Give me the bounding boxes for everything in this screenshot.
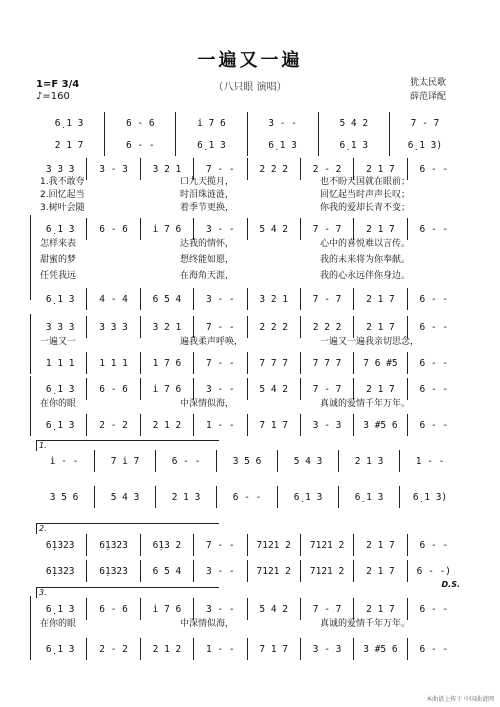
measure: 6 - -: [419, 419, 449, 431]
measure: 6̣ 1 3: [34, 638, 87, 660]
lyric-phrase: 在你的眼: [40, 619, 77, 629]
measure: 7 7 7: [301, 352, 354, 374]
measure: 2 1 7: [354, 598, 407, 620]
measure: 3 - -: [194, 378, 247, 400]
lyric-phrase: 心中的喜悦难以言传。: [320, 239, 411, 249]
score-line: [34, 486, 460, 508]
measure: 3 - 3: [301, 638, 354, 660]
score-line: [34, 134, 460, 156]
measure: 2 1 7: [354, 534, 407, 556]
lyric-phrase: 3.树叶会随: [40, 203, 85, 213]
lyric-phrase: 时泪珠涟涟，: [180, 190, 235, 200]
lyric-line: [40, 200, 460, 213]
lyric-line: [40, 236, 460, 249]
measure: 6̣1323: [87, 534, 140, 556]
composer-credit: 犹太民歌: [409, 78, 446, 88]
measure: 7 - 7: [301, 218, 354, 240]
measure: 3 2 1: [141, 316, 194, 338]
measure: 6 - -: [419, 383, 449, 395]
lyric-phrase: 1.我不敢夸: [40, 177, 85, 187]
measure: 3 3 3: [87, 316, 140, 338]
measure: 2 1 2: [141, 638, 194, 660]
lyric-phrase: 回忆起当时声声长叹；: [320, 190, 411, 200]
measure: 6 - 6: [87, 598, 140, 620]
measure: 2 2 2: [301, 316, 354, 338]
measure: 6 5 4: [141, 288, 194, 310]
measure: 2 - 2: [301, 158, 354, 180]
measure: 2 1 7: [354, 316, 407, 338]
lyric-line: [40, 334, 460, 347]
measure: 6 - -: [156, 450, 217, 472]
measure: 3 5 6: [34, 486, 95, 508]
measure: 6̣ 1 3: [176, 134, 247, 156]
measure: 3 #5 6: [354, 638, 407, 660]
lyric-phrase: 在你的眼: [40, 399, 77, 409]
measure: 3 - 3: [301, 414, 354, 436]
measure: 7 1 7: [248, 414, 301, 436]
measure: 6̣ 1 3: [34, 378, 87, 400]
lyric-line: [40, 396, 460, 409]
measure: 7 - 7: [301, 378, 354, 400]
measure: 2 1 3: [156, 486, 217, 508]
measure: i 7 6: [141, 598, 194, 620]
ds-marking: D.S.: [441, 580, 460, 589]
score-line: [34, 534, 460, 556]
measure: 6̣ 1 3): [412, 491, 448, 503]
measure: 2 1 7: [354, 378, 407, 400]
measure: i 7 6: [141, 218, 194, 240]
lyric-phrase: 遍我柔声呼唤，: [180, 337, 244, 347]
performer-subtitle: （八只眼 演唱）: [213, 82, 287, 93]
measure: 6 - -: [419, 321, 449, 333]
measure: 6̣ 1 3: [339, 486, 400, 508]
measure: 2 2 2: [248, 316, 301, 338]
measure: 6̣ 1 3: [34, 288, 87, 310]
lyric-phrase: 真诚的爱情千年万年。: [320, 399, 411, 409]
volta-ending: 2.: [36, 523, 219, 534]
measure: 7 - -: [194, 316, 247, 338]
measure: i 7 6: [141, 378, 194, 400]
measure: 3 - -: [194, 598, 247, 620]
lyric-phrase: 口九天揽月，: [180, 177, 235, 187]
measure: 7121 2: [248, 560, 301, 582]
measure: 2 1 7: [354, 158, 407, 180]
measure: 6 - -: [105, 134, 176, 156]
measure: i 7 6: [176, 112, 247, 134]
measure: 1 1 1: [34, 352, 87, 374]
measure: 6̣1323: [34, 560, 87, 582]
measure: 2 - 2: [87, 414, 140, 436]
measure: 2 - 2: [87, 638, 140, 660]
measure: 6̣13 2: [141, 534, 194, 556]
measure: 3 2 1: [248, 288, 301, 310]
measure: 1 - -: [194, 638, 247, 660]
lyric-phrase: 在海角天涯，: [180, 271, 235, 281]
measure: 6 - 6: [105, 112, 176, 134]
measure: 2 1 7: [354, 560, 407, 582]
measure: i - -: [34, 450, 95, 472]
measure: 5 4 2: [319, 112, 390, 134]
key-signature: 1=F 3/4: [36, 79, 80, 90]
measure: 7 - 7: [301, 288, 354, 310]
measure: 5 4 2: [248, 218, 301, 240]
lyric-phrase: 任凭我远: [40, 271, 77, 281]
lyric-phrase: 一遍又一: [40, 337, 77, 347]
lyric-phrase: 2.回忆起当: [40, 190, 85, 200]
measure: 6 5 4: [141, 560, 194, 582]
measure: 7121 2: [301, 534, 354, 556]
lyric-phrase: 也不盼天国就在眼前；: [320, 177, 411, 187]
measure: 7 - -: [194, 534, 247, 556]
measure: 7 i 7: [95, 450, 156, 472]
measure: 6 - -: [419, 643, 449, 655]
system-bracket: [30, 376, 35, 436]
measure: 6̣ 1 3: [248, 134, 319, 156]
lyric-phrase: 中深情似海，: [180, 399, 235, 409]
lyric-line: [40, 174, 460, 187]
measure: 6 - -: [419, 163, 449, 175]
measure: 5 4 2: [248, 378, 301, 400]
measure: 7 - -: [194, 352, 247, 374]
lyric-phrase: 你我的爱却长青不变；: [320, 203, 411, 213]
lyric-line: [40, 252, 460, 265]
measure: 3 - 3: [87, 158, 140, 180]
credits: [410, 76, 446, 104]
measure: 3 - -: [194, 218, 247, 240]
measure: 7 7 7: [248, 352, 301, 374]
translator-credit: 薛范译配: [409, 92, 446, 102]
measure: 6̣ 1 3: [319, 134, 390, 156]
measure: 6̣ 1 3: [34, 218, 87, 240]
measure: 6 - 6: [87, 218, 140, 240]
measure: 1 - -: [415, 455, 445, 467]
lyric-line: [40, 268, 460, 281]
measure: 2 1 7: [354, 288, 407, 310]
measure: 3 2 1: [141, 158, 194, 180]
measure: 3 5 6: [217, 450, 278, 472]
measure: 2 1 7: [354, 218, 407, 240]
lyric-phrase: 中深情似海，: [180, 619, 235, 629]
measure: 6̣ 1 3): [407, 139, 443, 151]
lyric-phrase: 着季节更换，: [180, 203, 235, 213]
lyric-line: [40, 187, 460, 200]
footer-watermark: 本曲谱上传于 中国曲谱网: [426, 696, 494, 703]
tempo-marking: ♪=160: [36, 91, 70, 102]
measure: 2 1 3: [339, 450, 400, 472]
song-title: 一遍又一遍: [197, 50, 303, 71]
measure: 6 - -): [416, 565, 451, 577]
measure: 6 - 6: [87, 378, 140, 400]
measure: 3 #5 6: [354, 414, 407, 436]
measure: 2 1 2: [141, 414, 194, 436]
lyric-phrase: 达我的情怀，: [180, 239, 235, 249]
score-line: [34, 288, 460, 310]
measure: 3 - -: [194, 560, 247, 582]
measure: 6̣ 1 3: [278, 486, 339, 508]
measure: 7 6 #5: [354, 352, 407, 374]
lyric-phrase: 甜蜜的梦: [40, 255, 77, 265]
measure: 5 4 3: [95, 486, 156, 508]
measure: 6̣1323: [34, 534, 87, 556]
lyric-phrase: 怎样来表: [40, 239, 77, 249]
score-line: [34, 352, 460, 374]
measure: 7 1 7: [248, 638, 301, 660]
system-bracket: [30, 314, 35, 374]
system-bracket: [30, 596, 35, 660]
measure: 3 - -: [194, 288, 247, 310]
measure: 6 - -: [419, 603, 449, 615]
measure: 6̣1323: [87, 560, 140, 582]
lyric-line: [40, 616, 460, 629]
measure: 1 - -: [194, 414, 247, 436]
measure: 7 - 7: [301, 598, 354, 620]
measure: 6 - -: [419, 223, 449, 235]
measure: 6 - -: [419, 293, 449, 305]
lyric-phrase: 真诚的爱情千年万年。: [320, 619, 411, 629]
score-line: [34, 414, 460, 436]
measure: 2 2 2: [248, 158, 301, 180]
measure: 6̣ 1 3: [34, 598, 87, 620]
lyric-phrase: 我的心永远伴你身边。: [320, 271, 411, 281]
score-line: [34, 450, 460, 472]
measure: 3 - -: [248, 112, 319, 134]
measure: 3 3 3: [34, 158, 87, 180]
measure: 6 - -: [419, 357, 449, 369]
score-line: [34, 560, 460, 582]
score-line: [34, 638, 460, 660]
measure: 7 - 7: [410, 117, 440, 129]
lyric-phrase: 一遍又一遍我亲切思念，: [320, 337, 420, 347]
measure: 5 4 3: [278, 450, 339, 472]
measure: 2 1 7: [34, 134, 105, 156]
measure: 6 - -: [419, 539, 449, 551]
measure: 7 - -: [194, 158, 247, 180]
measure: 6 - -: [217, 486, 278, 508]
lyric-phrase: 想终能如愿，: [180, 255, 235, 265]
lyric-phrase: 我的未来将为你奉献。: [320, 255, 411, 265]
measure: 5 4 2: [248, 598, 301, 620]
measure: 3 3 3: [34, 316, 87, 338]
measure: 6̣ 1 3: [34, 414, 87, 436]
volta-ending: 3.: [36, 587, 219, 598]
system-bracket: [30, 215, 35, 300]
score-line: [34, 112, 460, 134]
measure: 1 1 1: [87, 352, 140, 374]
measure: 7121 2: [301, 560, 354, 582]
measure: 4 - 4: [87, 288, 140, 310]
volta-ending: 1.: [36, 440, 219, 451]
measure: 6̣ 1 3: [34, 112, 105, 134]
measure: 1 7 6: [141, 352, 194, 374]
measure: 7121 2: [248, 534, 301, 556]
